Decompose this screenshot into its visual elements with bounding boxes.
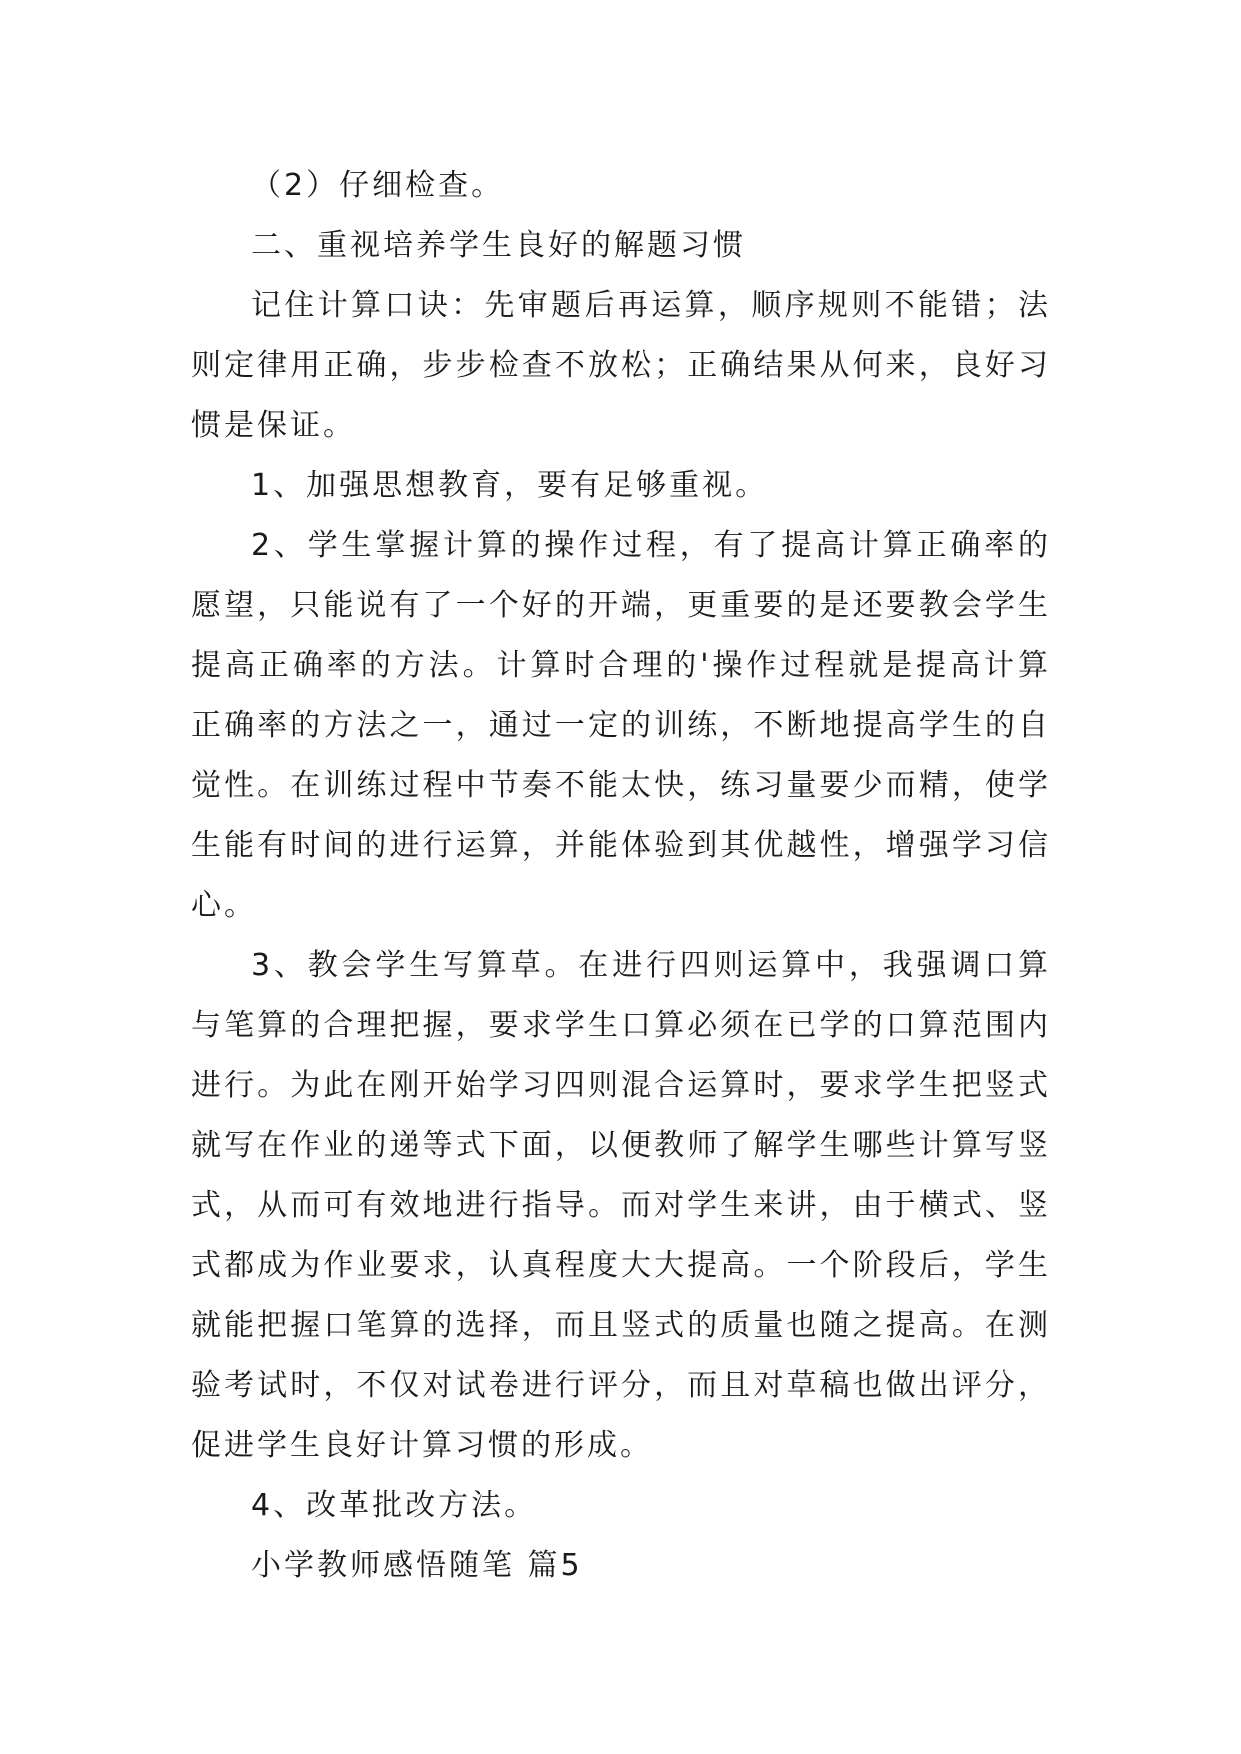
document-body	[191, 156, 1051, 1596]
item-3: 3、教会学生写算草。在进行四则运算中，我强调口算与笔算的合理把握，要求学生口算必须在已学的口算范围内进行。为此在刚开始学习四则混合运算时，要求学生把竖式就写在作业的递等式下面，以便教师了解学生哪些计算写竖式，从而可有效地进行指导。而对学生来讲，由于横式、竖式都成为作业要求，认真程度大大提高。一个阶段后，学生就能把握口笔算的选择，而且竖式的质量也随之提高。在测验考试时，不仅对试卷进行评分，而且对草稿也做出评分，促进学生良好计算习惯的形成。	[191, 948, 1051, 1463]
article-title-part5: 小学教师感悟随笔 篇5	[251, 1548, 583, 1583]
item-4: 4、改革批改方法。	[251, 1488, 538, 1523]
item-2: 2、学生掌握计算的操作过程，有了提高计算正确率的愿望，只能说有了一个好的开端，更重要的是还要教会学生提高正确率的方法。计算时合理的'操作过程就是提高计算正确率的方法之一，通过一定的训练，不断地提高学生的自觉性。在训练过程中节奏不能太快，练习量要少而精，使学生能有时间的进行运算，并能体验到其优越性，增强学习信心。	[191, 528, 1051, 923]
sub-item-check: （2）仔细检查。	[251, 168, 505, 203]
item-1: 1、加强思想教育，要有足够重视。	[251, 468, 769, 503]
section-heading-habits: 二、重视培养学生良好的解题习惯	[251, 228, 746, 263]
paragraph-mnemonic: 记住计算口诀：先审题后再运算，顺序规则不能错；法则定律用正确，步步检查不放松；正确结果从何来，良好习惯是保证。	[191, 288, 1051, 443]
